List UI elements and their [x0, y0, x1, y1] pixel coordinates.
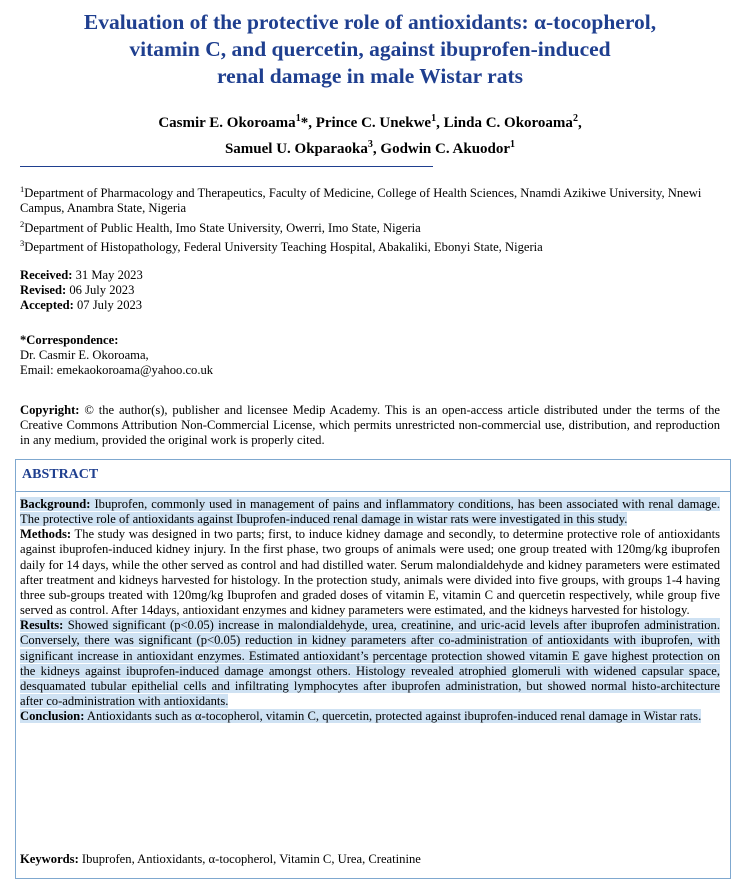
author-affiliation-number: 1	[431, 113, 437, 124]
copyright-notice	[20, 403, 720, 449]
article-title	[20, 9, 720, 90]
author-line-1	[20, 108, 720, 134]
article-dates	[20, 268, 720, 314]
abstract-results	[20, 618, 720, 709]
author-affiliation-number: 1	[295, 113, 301, 124]
correspondence	[20, 333, 720, 379]
keywords	[20, 852, 720, 867]
author-separator: *,	[300, 115, 316, 131]
abstract-background	[20, 497, 720, 527]
accepted-date	[20, 298, 720, 313]
author-name: Linda C. Okoroama	[443, 115, 573, 131]
background-text: Ibuprofen, commonly used in management of pains and inflammatory conditions, has been associated with renal damage. The protective role of antioxidants against Ibuprofen-induced renal damage in wistar rats were investigated in this study.	[20, 497, 720, 527]
revised-label: Revised:	[20, 283, 67, 298]
methods-text: The study was designed in two parts; first, to induce kidney damage and secondly, to determine protective role of antioxidants against ibuprofen-induced kidney injury. In the first phase, two groups of animals were used; one group treated with 120mg/kg ibuprofen daily for 14 days, while the other served as control and had distilled water. Serum malondialdehyde and kidney parameters were estimated after treatment and kidneys harvested for histology. In the protection study, animals were divided into five groups, with groups 1-4 having three sub-groups treated with 120mg/kg Ibuprofen and graded doses of vitamin E, vitamin C and quercetin respectively, while group five served as control. After 14days, antioxidant enzymes and kidney parameters were estimated, and the kidneys harvested for histology.	[20, 527, 720, 618]
abstract-divider	[15, 491, 731, 492]
affiliation-number: 2	[20, 218, 25, 229]
author-name: Samuel U. Okparaoka	[224, 141, 368, 157]
accepted-label: Accepted:	[20, 298, 74, 313]
abstract-methods	[20, 527, 720, 618]
copyright-text: © the author(s), publisher and licensee Medip Academy. This is an open-access article distributed under the terms of the Creative Commons Attribution Non-Commercial License, which permits unrestricted non-commercial use, distribution, and reproduction in any medium, provided the original work is properly cited.	[20, 403, 720, 448]
title-line-3: renal damage in male Wistar rats	[217, 64, 523, 88]
affiliation-1	[20, 182, 720, 217]
correspondence-name: Dr. Casmir E. Okoroama,	[20, 348, 149, 363]
revised-value: 06 July 2023	[66, 283, 135, 298]
author-list	[20, 108, 720, 160]
author-affiliation-number: 3	[367, 139, 373, 150]
affiliation-number: 3	[20, 237, 25, 248]
keywords-text: Ibuprofen, Antioxidants, α-tocopherol, Vitamin C, Urea, Creatinine	[78, 852, 421, 866]
background-label: Background:	[20, 497, 91, 511]
author-affiliation-number: 2	[572, 113, 578, 124]
author-separator: ,	[577, 115, 582, 131]
author-name: Godwin C. Akuodor	[380, 141, 511, 157]
header-divider	[20, 166, 433, 167]
keywords-label: Keywords:	[20, 852, 79, 866]
abstract-heading: ABSTRACT	[22, 467, 99, 482]
revised-date	[20, 283, 720, 298]
affiliations	[20, 182, 720, 255]
affiliation-text: Department of Pharmacology and Therapeutics, Faculty of Medicine, College of Health Sciences, Nnamdi Azikiwe University, Nnewi Campus, Anambra State, Nigeria	[20, 186, 702, 216]
conclusion-label: Conclusion:	[20, 709, 85, 724]
affiliation-text: Department of Histopathology, Federal University Teaching Hospital, Abakaliki, Ebonyi State, Nigeria	[24, 240, 543, 255]
correspondence-email[interactable]: Email: emekaokoroama@yahoo.co.uk	[20, 363, 214, 378]
correspondence-heading: *Correspondence:	[20, 333, 119, 347]
results-label: Results:	[20, 618, 64, 633]
author-affiliation-number: 1	[510, 139, 516, 150]
title-line-2: vitamin C, and quercetin, against ibuprofen-induced	[129, 37, 611, 61]
received-value: 31 May 2023	[72, 268, 143, 282]
methods-label: Methods:	[20, 527, 72, 542]
affiliation-number: 1	[20, 184, 25, 194]
affiliation-2	[20, 217, 720, 236]
author-separator: ,	[436, 115, 444, 131]
abstract-body	[20, 497, 720, 724]
title-line-1: Evaluation of the protective role of antioxidants: α-tocopherol,	[83, 10, 657, 34]
author-name: Prince C. Unekwe	[315, 115, 432, 131]
affiliation-text: Department of Public Health, Imo State University, Owerri, Imo State, Nigeria	[24, 220, 421, 235]
abstract-conclusion	[20, 709, 720, 724]
author-line-2	[20, 134, 720, 160]
results-text: Showed significant (p<0.05) increase in malondialdehyde, urea, creatinine, and uric-acid levels after ibuprofen administration. Conversely, there was significant (p<0.05) reduction in kidney parameters after co-administration of antioxidants with ibuprofen, with significant increase in antioxidant enzymes. Estimated antioxidant’s percentage protection showed vitamin E gave highest protection on the kidneys against ibuprofen-induced damage amongst others. Histology revealed atrophied glomeruli with widened capsular space, desquamated tubular epithelial cells and infiltrating lymphocytes after ibuprofen administration, but showed normal histo-architecture after co-administration with antioxidants.	[20, 618, 720, 709]
received-label: Received:	[20, 268, 73, 282]
author-separator: ,	[372, 141, 381, 157]
received-date	[20, 268, 720, 283]
copyright-label: Copyright:	[20, 403, 80, 417]
conclusion-text: Antioxidants such as α-tocopherol, vitamin C, quercetin, protected against ibuprofen-induced renal damage in Wistar rats.	[84, 709, 702, 724]
affiliation-3	[20, 236, 720, 255]
author-name: Casmir E. Okoroama	[158, 115, 296, 131]
accepted-value: 07 July 2023	[73, 298, 143, 313]
correspondence-label	[20, 333, 720, 348]
